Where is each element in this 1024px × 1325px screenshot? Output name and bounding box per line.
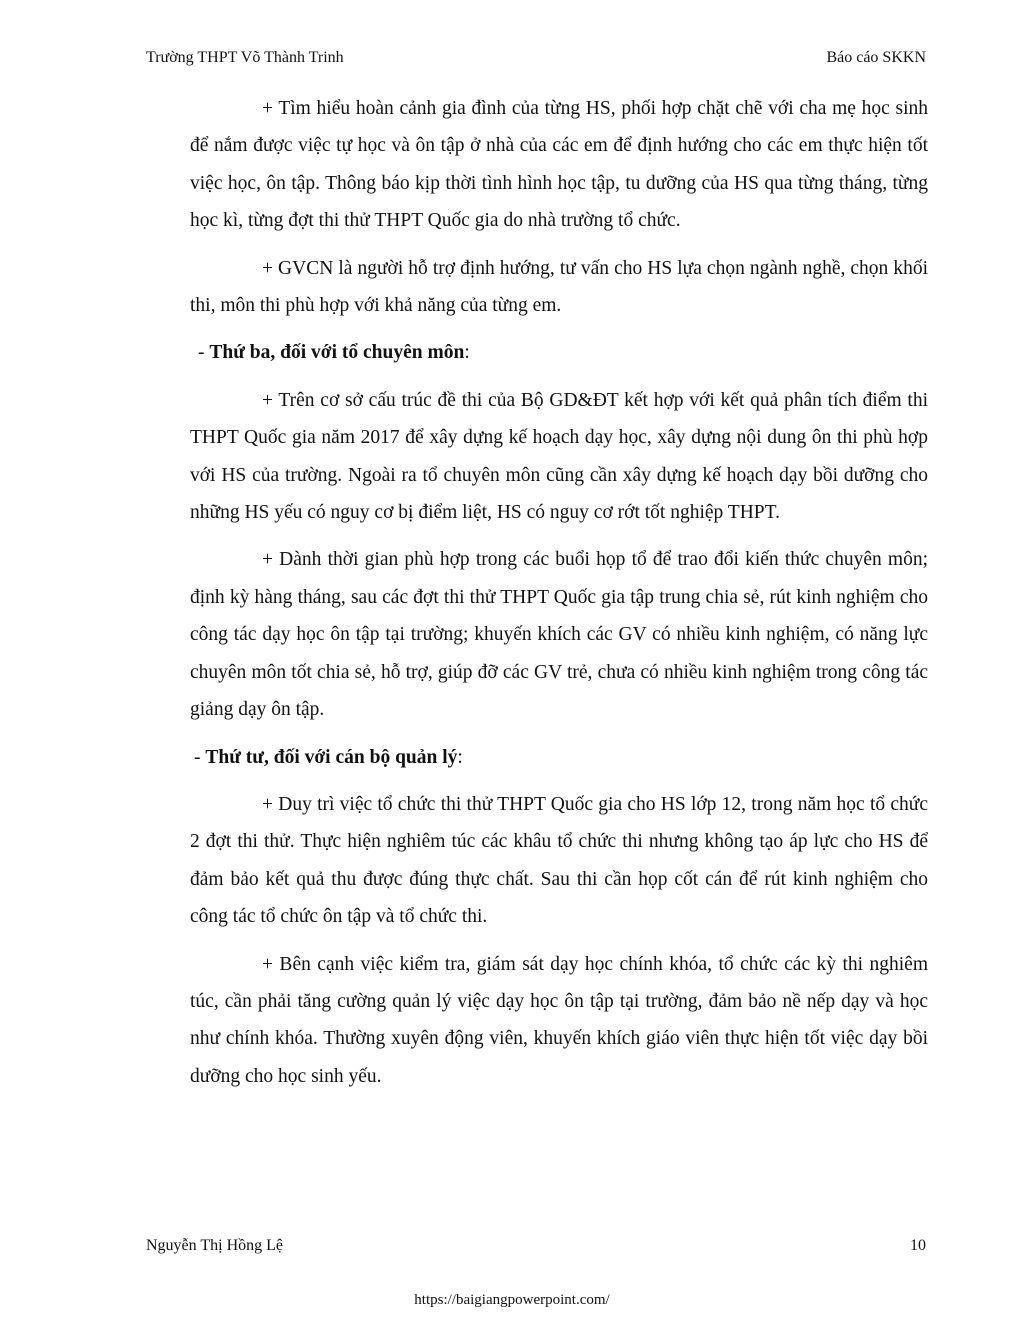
page-footer (146, 1236, 926, 1256)
paragraph-4: + Dành thời gian phù hợp trong các buổi họp tổ để trao đổi kiến thức chuyên môn; định kỳ hàng tháng, sau các đợt thi thử THPT Quốc gia tập trung chia sẻ, rút kinh nghiệm cho công tác dạy học ôn tập tại trường; khuyến khích các GV có nhiều kinh nghiệm, có năng lực chuyên môn tốt chia sẻ, hỗ trợ, giúp đỡ các GV trẻ, chưa có nhiều kinh nghiệm trong công tác giảng dạy ôn tập. (190, 549, 928, 721)
header-report-title: Báo cáo SKKN (826, 49, 926, 66)
section-heading-3-dash: - (198, 342, 210, 364)
paragraph-2: + GVCN là người hỗ trợ định hướng, tư vấn cho HS lựa chọn ngành nghề, chọn khối thi, môn thi phù hợp với khả năng của từng em. (190, 257, 928, 317)
paragraph-1: + Tìm hiểu hoàn cảnh gia đình của từng HS, phối hợp chặt chẽ với cha mẹ học sinh để nắm được việc tự học và ôn tập ở nhà của các em để định hướng cho các em thực hiện tốt việc học, ôn tập. Thông báo kịp thời tình hình học tập, tu dưỡng của HS qua từng tháng, từng học kì, từng đợt thi thử THPT Quốc gia do nhà trường tổ chức. (190, 98, 928, 232)
header-school-name: Trường THPT Võ Thành Trinh (146, 49, 344, 66)
section-heading-4-title: Thứ tư, đối với cán bộ quản lý (205, 746, 458, 768)
page-header (146, 48, 926, 68)
section-heading-4-colon: : (457, 746, 463, 768)
paragraph-6: + Bên cạnh việc kiểm tra, giám sát dạy học chính khóa, tổ chức các kỳ thi nghiêm túc, cần phải tăng cường quản lý việc dạy học ôn tập tại trường, đảm bảo nề nếp dạy và học như chính khóa. Thường xuyên động viên, khuyến khích giáo viên thực hiện tốt việc dạy bồi dưỡng cho học sinh yếu. (190, 953, 928, 1087)
section-heading-3 (198, 334, 928, 371)
paragraph-3: + Trên cơ sở cấu trúc đề thi của Bộ GD&ĐT kết hợp với kết quả phân tích điểm thi THPT Quốc gia năm 2017 để xây dựng kế hoạch dạy học, xây dựng nội dung ôn thi phù hợp với HS của trường. Ngoài ra tổ chuyên môn cũng cần xây dựng kế hoạch dạy bồi dưỡng cho những HS yếu có nguy cơ bị điểm liệt, HS có nguy cơ rớt tốt nghiệp THPT. (190, 389, 928, 524)
section-heading-3-title: Thứ ba, đối với tổ chuyên môn (209, 342, 465, 364)
document-body (190, 90, 928, 1105)
paragraph-5: + Duy trì việc tổ chức thi thử THPT Quốc gia cho HS lớp 12, trong năm học tổ chức 2 đợt thi thử. Thực hiện nghiêm túc các khâu tổ chức thi nhưng không tạo áp lực cho HS để đảm bảo kết quả thu được đúng thực chất. Sau thi cần họp cốt cán để rút kinh nghiệm cho công tác tổ chức ôn tập và tổ chức thi. (190, 793, 928, 928)
section-heading-3-colon: : (464, 342, 470, 364)
section-heading-4-dash: - (194, 746, 206, 768)
section-heading-4 (194, 739, 928, 776)
page-number: 10 (910, 1237, 926, 1254)
footer-author: Nguyễn Thị Hồng Lệ (146, 1237, 284, 1254)
source-url-link[interactable]: https://baigiangpowerpoint.com/ (414, 1292, 610, 1308)
